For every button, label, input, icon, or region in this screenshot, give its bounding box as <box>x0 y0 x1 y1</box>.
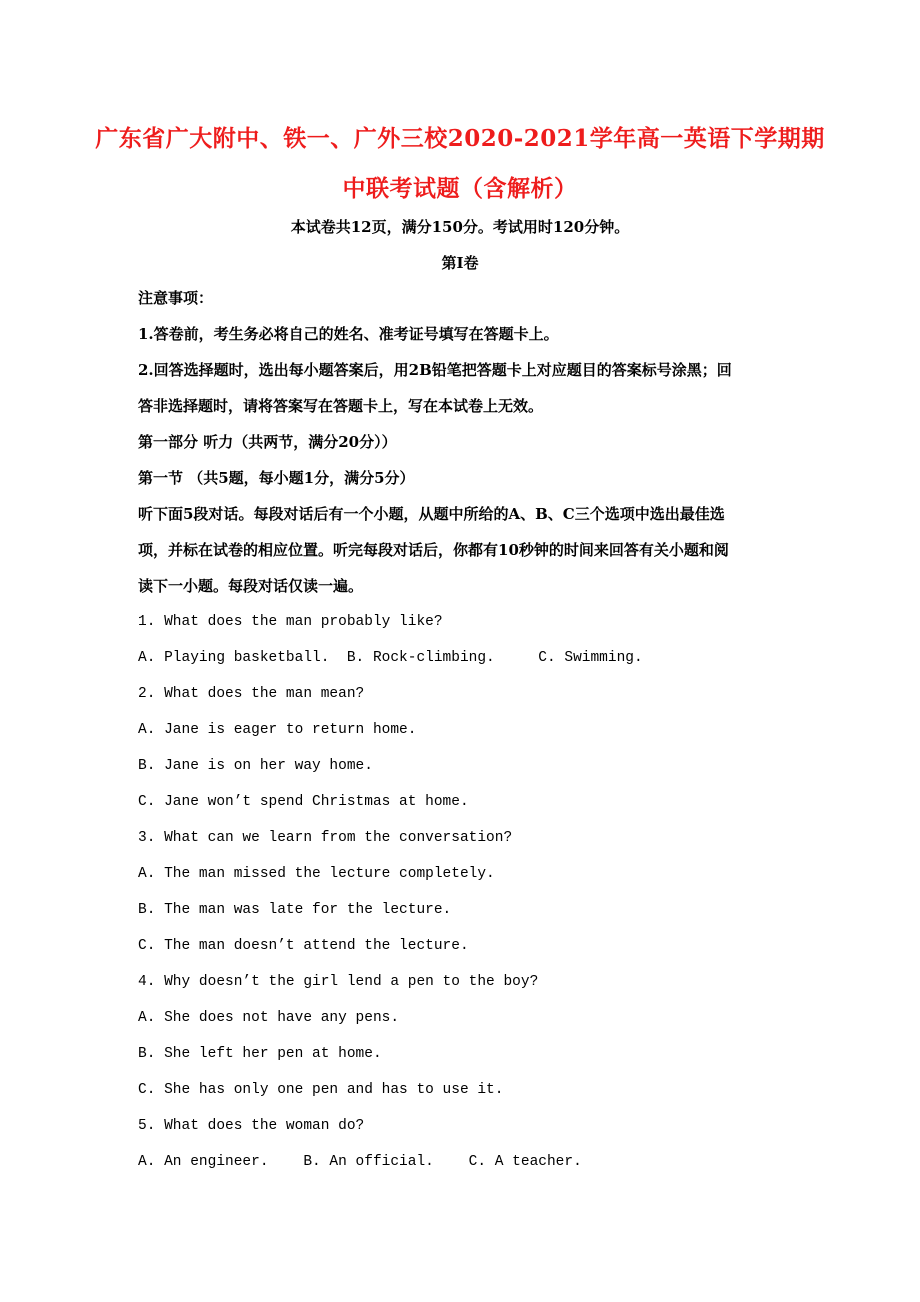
question: 4. Why doesn’t the girl lend a pen to the boy? <box>138 974 539 990</box>
answer-option: C. Jane won’t spend Christmas at home. <box>138 794 469 810</box>
notice-item: 2.回答选择题时，选出每小题答案后，用2B铅笔把答题卡上对应题目的答案标号涂黑；回 <box>138 361 732 379</box>
notice-heading: 注意事项： <box>138 289 214 307</box>
question: 3. What can we learn from the conversation? <box>138 830 513 846</box>
answer-option: B. The man was late for the lecture. <box>138 902 452 918</box>
section-heading: 第一节 （共5题，每小题1分，满分5分） <box>138 469 415 487</box>
instructions-line: 读下一小题。每段对话仅读一遍。 <box>138 577 364 595</box>
document-body <box>138 288 788 1188</box>
instructions-line: 听下面5段对话。每段对话后有一个小题，从题中所给的A、B、C三个选项中选出最佳选 <box>138 505 725 523</box>
answer-option: A. Jane is eager to return home. <box>138 722 417 738</box>
notice-item: 答非选择题时，请将答案写在答题卡上，写在本试卷上无效。 <box>138 397 544 415</box>
answer-options: A. Playing basketball. B. Rock-climbing. C. Swimming. <box>138 650 643 666</box>
answer-option: C. She has only one pen and has to use it. <box>138 1082 504 1098</box>
volume-heading: 第I卷 <box>441 254 479 272</box>
question: 5. What does the woman do? <box>138 1118 365 1134</box>
answer-option: B. Jane is on her way home. <box>138 758 373 774</box>
part-heading: 第一部分 听力（共两节，满分20分）） <box>138 433 397 451</box>
document-title-line-2: 中联考试题（含解析） <box>342 175 578 202</box>
answer-option: A. The man missed the lecture completely. <box>138 866 495 882</box>
answer-option: A. She does not have any pens. <box>138 1010 400 1026</box>
exam-info: 本试卷共12页，满分150分。考试用时120分钟。 <box>290 218 630 236</box>
document-title-line-1: 广东省广大附中、铁一、广外三校2020-2021学年高一英语下学期期 <box>95 125 825 152</box>
notice-item: 1.答卷前，考生务必将自己的姓名、准考证号填写在答题卡上。 <box>138 325 559 343</box>
answer-option: C. The man doesn’t attend the lecture. <box>138 938 469 954</box>
answer-option: B. She left her pen at home. <box>138 1046 382 1062</box>
question: 2. What does the man mean? <box>138 686 365 702</box>
instructions-line: 项，并标在试卷的相应位置。听完每段对话后，你都有10秒钟的时间来回答有关小题和阅 <box>138 541 729 559</box>
answer-options: A. An engineer. B. An official. C. A teacher. <box>138 1154 582 1170</box>
question: 1. What does the man probably like? <box>138 614 443 630</box>
